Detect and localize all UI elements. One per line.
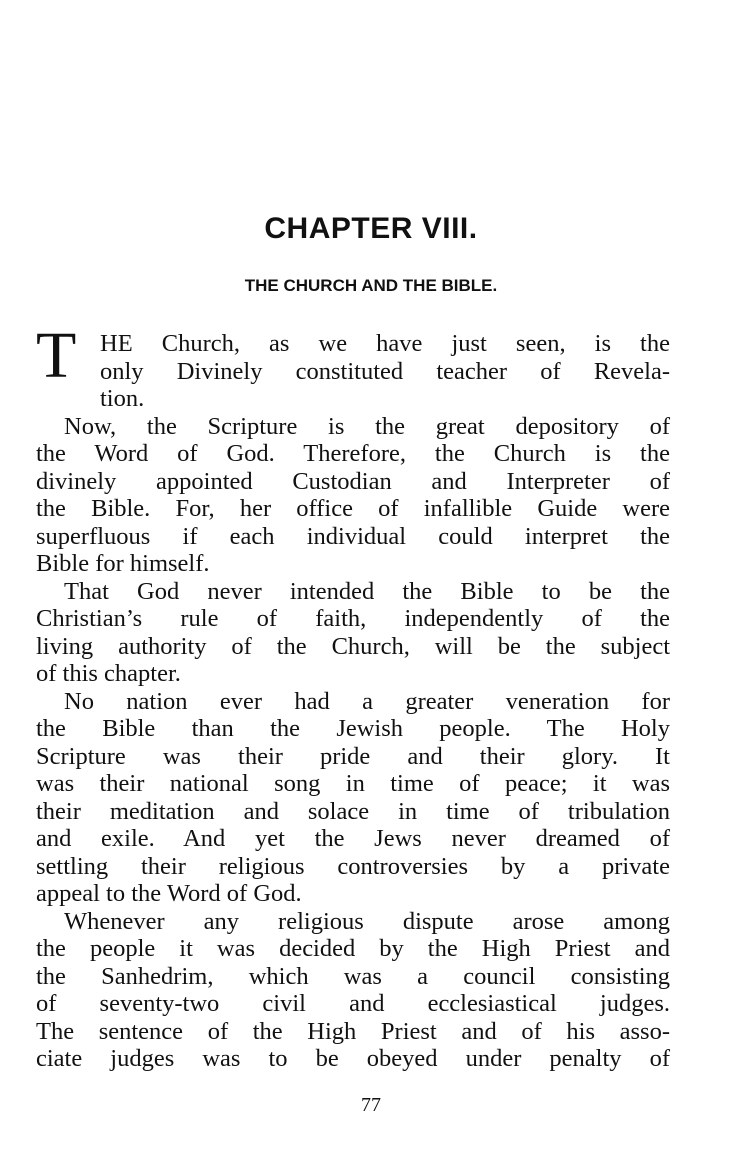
text-line: HE Church, as we have just seen, is the bbox=[100, 330, 670, 357]
text-line: ciate judges was to be obeyed under penalty of bbox=[36, 1045, 670, 1072]
text-line: superfluous if each individual could interpret the bbox=[36, 522, 670, 550]
text-line: divinely appointed Custodian and Interpreter of bbox=[36, 467, 670, 495]
text-line: Christian’s rule of faith, independently of the bbox=[36, 605, 670, 632]
page-number: 77 bbox=[361, 1094, 381, 1116]
text-line: living authority of the Church, will be the subject bbox=[36, 632, 670, 660]
text-line: Whenever any religious dispute arose among bbox=[64, 907, 670, 935]
drop-cap: T bbox=[36, 319, 77, 392]
text-line: the Bible. For, her office of infallible Guide were bbox=[36, 495, 670, 522]
text-line: their meditation and solace in time of tribulation bbox=[36, 797, 670, 825]
text-line: The sentence of the High Priest and of his asso- bbox=[36, 1017, 670, 1045]
text-line: settling their religious controversies by a private bbox=[36, 852, 670, 880]
text-line: appeal to the Word of God. bbox=[36, 880, 302, 907]
text-line: was their national song in time of peace; it was bbox=[36, 770, 670, 797]
text-line: the Bible than the Jewish people. The Holy bbox=[36, 715, 670, 742]
text-line: tion. bbox=[100, 385, 145, 412]
chapter-subtitle: THE CHURCH AND THE BIBLE. bbox=[244, 276, 498, 295]
text-line: the Word of God. Therefore, the Church is the bbox=[36, 440, 670, 467]
text-line: the Sanhedrim, which was a council consisting bbox=[36, 962, 670, 990]
text-line: and exile. And yet the Jews never dreamed of bbox=[36, 825, 670, 852]
text-line: No nation ever had a greater veneration for bbox=[64, 687, 670, 715]
text-line: Scripture was their pride and their glory. It bbox=[36, 742, 670, 770]
text-line: That God never intended the Bible to be the bbox=[64, 577, 670, 605]
body-text bbox=[36, 330, 670, 1073]
text-line: of seventy-two civil and ecclesiastical judges. bbox=[36, 990, 670, 1017]
text-line: the people it was decided by the High Priest and bbox=[36, 935, 670, 962]
text-line: Bible for himself. bbox=[36, 550, 210, 577]
text-line: only Divinely constituted teacher of Revela- bbox=[100, 357, 670, 385]
chapter-title: CHAPTER VIII. bbox=[264, 212, 478, 245]
text-line: Now, the Scripture is the great depository of bbox=[64, 412, 670, 440]
text-line: of this chapter. bbox=[36, 660, 181, 687]
